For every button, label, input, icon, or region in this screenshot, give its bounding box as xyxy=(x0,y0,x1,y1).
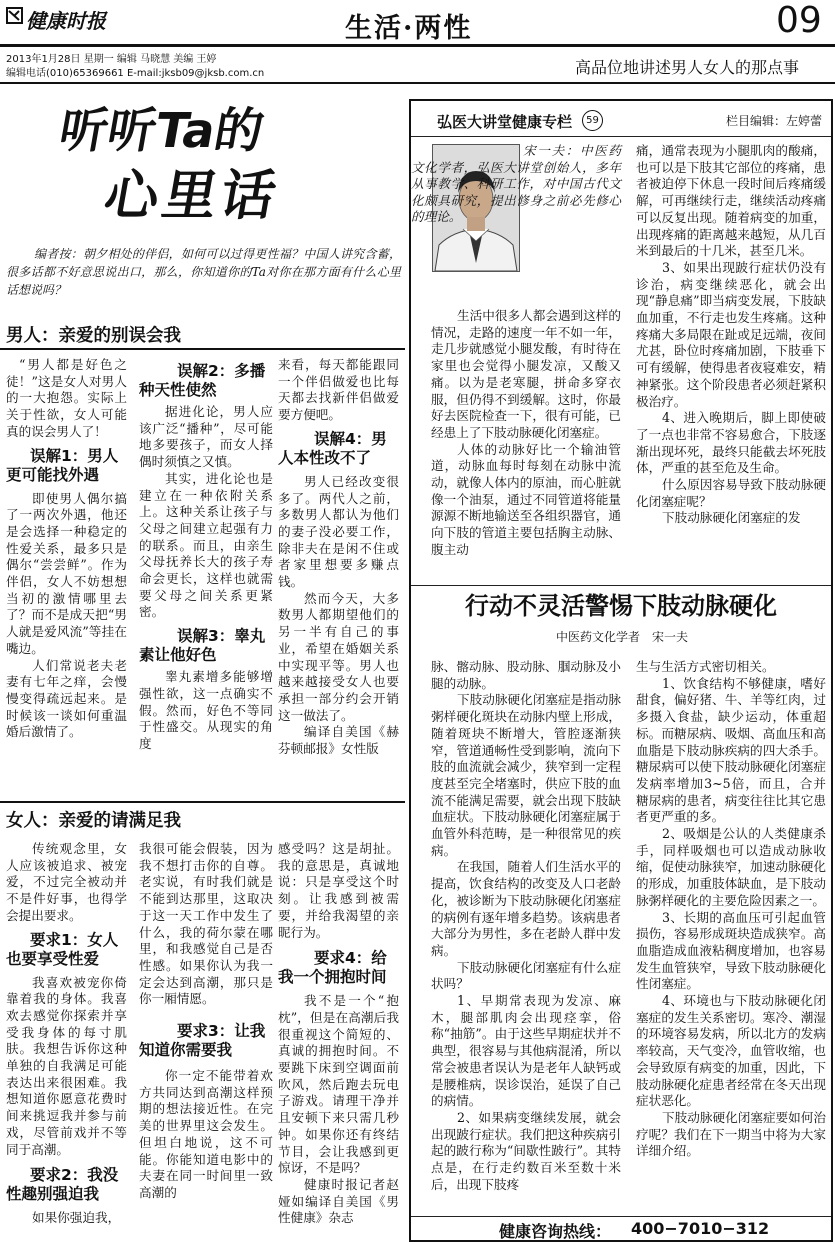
article-title: 行动不灵活警惕下肢动脉硬化 xyxy=(465,591,777,620)
tagline: 高品位地讲述男人女人的那点事 xyxy=(575,58,800,77)
women-subheading-2: 要求2：我没性趣别强迫我 xyxy=(6,1166,119,1204)
hotline-label: 健康咨询热线： xyxy=(499,1222,612,1241)
health-paragraph: 下肢动脉硬化闭塞症的发 xyxy=(662,510,801,526)
health-lower-left-column xyxy=(431,659,621,1194)
men-paragraph: 男人已经改变很多了。两代人之前，多数男人都认为他们的妻子没必要工作，除非夫在是闲不住或者家里想要多赚点钱。 xyxy=(278,473,399,590)
feature-title-line1: 听听Ta的 xyxy=(55,103,268,159)
men-paragraph: 其实，进化论也是建立在一种依附关系上。这种关系让孩子与父母之间建立起强有力的联系。而且，由亲生父母抚养长大的孩子寿命会更长，这样也就需要父母之间关系更紧密。 xyxy=(139,470,273,620)
health-column-header xyxy=(411,101,831,137)
feature-title xyxy=(40,103,370,243)
health-question: 下肢动脉硬化闭塞症有什么症状吗？ xyxy=(431,959,621,992)
logo-emblem-icon xyxy=(6,7,23,24)
men-paragraph: 即使男人偶尔搞了一两次外遇，他还是会选择一种稳定的性爱关系，最多只是偶尔“尝尝鲜”。作为伴侣，女人不妨想想当初的激情哪里去了？而不是成天把“男人就是爱风流”等挂在嘴边。 xyxy=(6,490,127,656)
men-paragraph: 据进化论，男人应该广泛“播种”，尽可能地多要孩子，而女人择偶时须慎之又慎。 xyxy=(139,404,273,470)
women-paragraph: 我不是一个“抱枕”，但是在高潮后我很重视这个简短的、真诚的拥抱时间。不要跳下床到空调面前吹风，然后跑去玩电子游戏。请理干净并且安顿下来只需几秒钟。如果你还有终结节目，会让我感到更惊讶，不是吗？ xyxy=(278,993,399,1176)
women-column-1 xyxy=(6,841,127,1227)
men-column-2 xyxy=(139,362,273,753)
health-paragraph: 3、长期的高血压可引起血管损伤，容易形成斑块造成狭窄。高血脂造成血液粘稠度增加，也容易发生血管狭窄，导致下肢动脉硬化性闭塞症。 xyxy=(636,909,826,992)
men-subheading-3: 误解3：睾丸素让他好色 xyxy=(139,627,266,665)
hotline-bar xyxy=(411,1217,831,1241)
men-paragraph: 人们常说老夫老妻有七年之痒，会慢慢变得疏远起来。是时候该一谈如何重温婚后激情了。 xyxy=(6,657,127,740)
health-paragraph: 下肢动脉硬化闭塞症是指动脉粥样硬化斑块在动脉内壁上形成，随着斑块不断增大，管腔逐渐狭窄，管道通畅性受到影响，流向下肢的血流就会减少，狭窄到一定程度甚至完全堵塞时，供应下肢的血流不能满足需要，就会出现下肢缺血症状。下肢动脉硬化闭塞症属于血管外科范畴，是一种很常见的疾病。 xyxy=(431,692,621,858)
health-paragraph: 人体的动脉好比一个输油管道，动脉血每时每刻在动脉中流动，就像人体内的原油，而心脏就像一个油泵，通过不同管道将能量源源不断地输送至各组织器官，通向下肢的管道主要包括胸主动脉、腹主动 xyxy=(431,441,621,557)
health-lower-right-column xyxy=(636,659,826,1160)
women-intro-paragraph: 传统观念里，女人应该被追求、被宠爱，不过完全被动并不是件好事，也得学会提出要求。 xyxy=(6,841,127,923)
health-paragraph: 4、进入晚期后，脚上即使破了一点也非常不容易愈合，下肢逐渐出现坏死，最终只能截去坏死肢体，严重的甚至危及生命。 xyxy=(636,410,826,476)
editor-note: 编者按：朝夕相处的伴侣，如何可以过得更性福？中国人讲究含蓄，很多话都不好意思说出口，那么，你知道你的Ta对你在那方面有什么心里话想说吗？ xyxy=(6,247,401,297)
men-paragraph: 睾丸素增多能够增强性欲，这一点确实不假。然而，好色不等同于性盛交。从现实的角度 xyxy=(139,669,273,751)
men-paragraph: 然而今天，大多数男人都期望他们的另一半有自己的事业，希望在婚姻关系中实现平等。男人也越来越接受女人也要承担一部分约会开销这一做法了。 xyxy=(278,590,399,723)
health-right-column xyxy=(636,143,826,527)
men-subheading-2: 误解2：多播种天性使然 xyxy=(139,362,266,399)
column-title: 弘医大讲堂健康专栏 xyxy=(437,113,573,131)
women-paragraph: 你一定不能带着欢方共同达到高潮这样预期的想法接近性。在完美的世界里这会发生。但坦白地说，这不可能。你能知道电影中的夫妻在同一时间里一致高潮的 xyxy=(139,1068,273,1200)
men-subheading-4: 误解4：男人本性改不了 xyxy=(278,429,387,467)
women-paragraph: 我喜欢被宠你倚靠着我的身体。我喜欢去感觉你探索并享受我身体的每寸肌肤。我想告诉你这种单独的自我满足可能表达出来很困难。我想知道你愿意花费时间来挑逗我并参与前戏，尽管前戏并不等同于高潮。 xyxy=(6,974,127,1157)
health-paragraph: 2、如果病变继续发展，就会出现跛行症状。我们把这种疾病引起的跛行称为“间歇性跛行”。其特点是，在行走约数百米至数十米后，出现下肢疼 xyxy=(431,1109,621,1192)
contact-line: 编辑电话(010)65369661 E-mail:jksb09@jksb.com.cn xyxy=(6,68,265,79)
women-subheading-4: 要求4：给我一个拥抱时间 xyxy=(278,949,387,987)
column-editor: 栏目编辑：左婷蕾 xyxy=(726,114,823,128)
health-paragraph: 1、饮食结构不够健康，嗜好甜食，偏好猪、牛、羊等红肉，过多摄入食盐，缺少运动，体重超标。而糖尿病、吸烟、高血压和高血脂是下肢动脉疾病的四大杀手。糖尿病可以使下肢动脉硬化闭塞症发病率增加3~5倍，而且，合并糖尿病的患者，病变往往比其它患者更严重的多。 xyxy=(636,675,826,825)
women-paragraph: 感受吗？这是胡扯。我的意思是，真诚地说：只是享受这个时刻。让我感到被需要，并给我渴望的亲昵行为。 xyxy=(278,841,399,940)
health-paragraph: 3、如果出现跛行症状仍没有诊治，病变继续恶化，就会出现“静息痛”即当病变发展，下肢缺血加重，不行走也发生疼痛。这种疼痛大多局限在趾或足远端，夜间尤甚，卧位时疼痛加剧，下肢垂下可有缓解，使得患者夜寝难安，精神紧张。这个阶段患者必须赶紧积极治疗。 xyxy=(636,259,826,409)
health-paragraph: 脉、髂动脉、股动脉、腘动脉及小腿的动脉。 xyxy=(431,659,621,691)
men-section-header: 男人：亲爱的别误会我 xyxy=(6,326,181,346)
men-column-3 xyxy=(278,357,399,758)
masthead xyxy=(0,0,835,88)
date-line: 2013年1月28日 星期一 编辑 马晓慧 美编 王婷 xyxy=(6,54,217,65)
women-credit: 健康时报记者赵娅如编译自美国《男性健康》杂志 xyxy=(278,1176,399,1226)
men-credit: 编译自美国《赫芬顿邮报》女性版 xyxy=(278,724,399,757)
men-intro-paragraph: “男人都是好色之徒！”这是女人对男人的一大抱怨。实际上关于性欲，女人可能真的误会男人了！ xyxy=(6,357,127,439)
health-paragraph: 1、早期常表现为发凉、麻木，腿部肌肉会出现痉挛，俗称“抽筋”。由于这些早期症状并不典型，很容易与其他病混淆，所以常会被患者误认为是老年人缺钙或是腰椎病，误诊误治，延误了自己的病情。 xyxy=(431,993,621,1109)
health-left-column xyxy=(431,308,621,559)
men-subheading-1: 误解1：男人更可能找外遇 xyxy=(6,446,119,484)
women-section-header: 女人：亲爱的请满足我 xyxy=(6,811,181,831)
men-column-1 xyxy=(6,357,127,741)
health-paragraph: 痛，通常表现为小腿肌肉的酸痛，也可以是下肢其它部位的疼痛，患者被迫停下休息一段时间后疼痛缓解，可再继续行走，继续活动疼痛可以反复出现。随着病变的加重，出现疼痛的距离越来越短，从几百米到最后的十几米，甚至几米。 xyxy=(636,143,826,259)
health-paragraph: 生活中很多人都会遇到这样的情况，走路的速度一年不如一年，走几步就感觉小腿发酸，有时待在家里也会觉得小腿发凉，又酸又痛。以为是老寒腿，拼命多穿衣服，但仍得不到缓解。这时，你最好去医院检查一下，很有可能，已经患上了下肢动脉硬化闭塞症。 xyxy=(431,308,621,440)
health-paragraph: 4、环境也与下肢动脉硬化闭塞症的发生关系密切。寒冷、潮湿的环境容易发病，所以北方的发病率较高，天气变冷，血管收缩，也会导致原有病变的加重，因此，下肢动脉硬化症患者经常在冬天出现症状恶化。 xyxy=(636,993,826,1109)
author-bio: 宋一夫：中医药文化学者，弘医大讲堂创始人，多年从事教学、科研工作，对中国古代文化颇具研究，提出修身之前必先修心的理论。 xyxy=(411,143,621,225)
women-column-2 xyxy=(139,841,273,1202)
men-paragraph: 来看，每天都能跟同一个伴侣做爱也比每天都去找新伴侣做爱要方便吧。 xyxy=(278,357,399,423)
health-paragraph: 在我国，随着人们生活水平的提高，饮食结构的改变及人口老龄化，被诊断为下肢动脉硬化闭塞症的病例有逐年增多趋势。该病患者大部分为男性，多在老龄人群中发病。 xyxy=(431,859,621,958)
health-paragraph: 生与生活方式密切相关。 xyxy=(636,659,775,674)
women-paragraph: 我很可能会假装，因为我不想打击你的自尊。老实说，有时我们就是不能到达那里，这取决于这一天工作中发生了什么，我的荷尔蒙在哪里，和我感觉自己是否性感。如果你认为我一定会达到高潮，那只是你一厢情愿。 xyxy=(139,841,273,1007)
hotline-number: 400−7010−312 xyxy=(631,1219,770,1238)
women-subheading-1: 要求1：女人也要享受性爱 xyxy=(6,930,119,968)
column-number-badge: 59 xyxy=(582,110,603,131)
feature-title-line2: 心里话 xyxy=(99,164,285,227)
women-column-3 xyxy=(278,841,399,1227)
women-subheading-3: 要求3：让我知道你需要我 xyxy=(139,1022,266,1060)
section-title: 生活·两性 xyxy=(345,13,473,44)
health-paragraph: 什么原因容易导致下肢动脉硬化闭塞症呢？ xyxy=(636,477,826,509)
women-paragraph: 如果你强迫我， xyxy=(32,1210,121,1226)
health-paragraph: 2、吸烟是公认的人类健康杀手，同样吸烟也可以造成动脉收缩，促使动脉狭窄，加速动脉硬化的形成，加重肢体缺血，是下肢动脉粥样硬化的主要危险因素之一。 xyxy=(636,826,826,908)
logo-text: 健康时报 xyxy=(26,9,106,33)
page-number: 09 xyxy=(776,0,822,41)
article-byline: 中医药文化学者 宋一夫 xyxy=(556,630,689,644)
health-paragraph: 下肢动脉硬化闭塞症要如何治疗呢？我们在下一期当中将为大家详细介绍。 xyxy=(636,1109,826,1159)
